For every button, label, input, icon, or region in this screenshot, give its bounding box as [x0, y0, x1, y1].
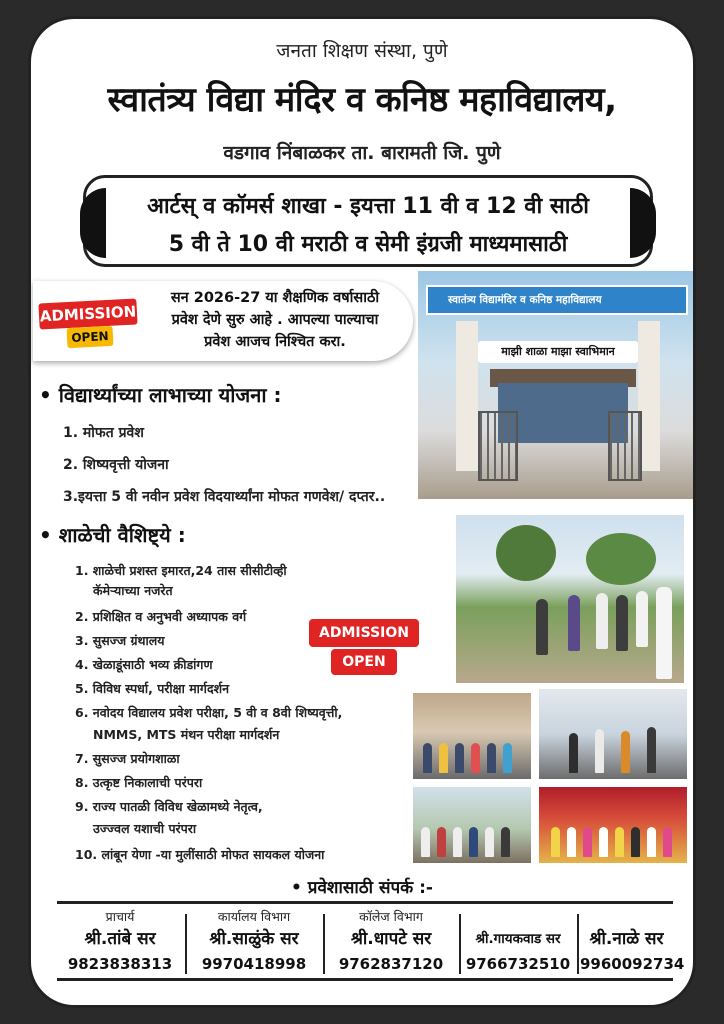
crowd-person: [647, 827, 656, 857]
admission-open-badge-small: [39, 293, 137, 351]
person: [536, 599, 548, 655]
contact-name: श्री.धापटे सर: [350, 929, 432, 949]
crowd-person: [437, 827, 446, 857]
badge-open-text: OPEN: [331, 649, 397, 675]
admission-announcement: [33, 281, 413, 361]
contact-name: श्री.तांबे सर: [84, 929, 156, 949]
person: [596, 593, 608, 649]
admission-message-line-2: प्रवेश देणे सुरु आहे . आपल्या पाल्याचा: [171, 312, 379, 328]
contact-office: [188, 904, 320, 978]
contact-phone: 9970418998: [201, 955, 307, 973]
contact-heading: • प्रवेशासाठी संपर्क :-: [291, 878, 433, 898]
feature-item: 4. खेळाडूंसाठी भव्य क्रीडांगण: [75, 657, 213, 672]
feature-item-continued: कॅमेऱ्याच्या नजरेत: [93, 583, 173, 598]
contact-phone: 9823838313: [67, 955, 173, 973]
person: [636, 591, 648, 647]
school-name-board: स्वातंत्र्य विद्यामंदिर व कनिष्ठ महाविद्यालय: [426, 285, 688, 315]
crowd-person: [621, 731, 630, 773]
crowd-person: [599, 827, 608, 857]
contact-phone: 9766732510: [465, 955, 571, 973]
crowd-person: [595, 729, 604, 773]
crowd-person: [439, 743, 448, 773]
feature-item: 2. प्रशिक्षित व अनुभवी अध्यापक वर्ग: [75, 609, 247, 624]
person: [568, 595, 580, 651]
feature-item-continued: उज्ज्वल यशाची परंपरा: [93, 821, 197, 836]
contact-name: श्री.नाळे सर: [589, 929, 664, 949]
contact-gaikwad: [462, 904, 574, 978]
gate-right: [608, 411, 642, 481]
organization-name: जनता शिक्षण संस्था, पुणे: [276, 40, 448, 62]
admission-poster: [28, 16, 696, 1008]
crowd-person: [503, 743, 512, 773]
stage-event-photo: [537, 785, 689, 865]
contact-role: कॉलेज विभाग: [359, 909, 423, 924]
crowd-person: [423, 743, 432, 773]
crowd-person: [421, 827, 430, 857]
bullet-icon: •: [39, 383, 59, 407]
scheme-item: 3.इयत्ता 5 वी नवीन प्रवेश विदयार्थ्यांना मोफत गणवेश/ दप्तर..: [63, 489, 386, 505]
feature-item-continued: NMMS, MTS मंथन परीक्षा मार्गदर्शन: [93, 727, 280, 742]
tree: [496, 525, 556, 581]
tree: [586, 533, 656, 585]
tree-plantation-photo: [454, 513, 686, 685]
scheme-item: 1. मोफत प्रवेश: [63, 425, 144, 441]
gate-pillar-left: [456, 321, 478, 471]
crowd-person: [485, 827, 494, 857]
admission-open-badge-large: [305, 603, 423, 689]
crowd-person: [663, 827, 672, 857]
contact-phone: 9960092734: [580, 955, 685, 973]
admission-message-line-3: प्रवेश आजच निश्चित करा.: [204, 334, 346, 350]
contact-divider: [459, 914, 461, 974]
person: [616, 595, 628, 651]
contact-table: [57, 901, 685, 981]
feature-item: 6. नवोदय विद्यालय प्रवेश परीक्षा, 5 वी व 8वी शिष्यवृत्ती,: [75, 705, 343, 720]
features-heading: • शाळेची वैशिष्ट्ये :: [39, 523, 186, 547]
contact-divider: [323, 914, 325, 974]
admission-message: [145, 287, 405, 353]
school-location: वडगाव निंबाळकर ता. बारामती जि. पुणे: [223, 142, 501, 164]
contact-phone: 9762837120: [338, 955, 444, 973]
streams-line-1: आर्टस् व कॉमर्स शाखा - इयत्ता 11 वी व 12 वी साठी: [147, 194, 589, 219]
contact-college: [326, 904, 456, 978]
contact-role: कार्यालय विभाग: [217, 909, 291, 924]
schemes-heading: • विद्यार्थ्यांच्या लाभाच्या योजना :: [39, 383, 282, 407]
feature-item: 7. सुसज्ज प्रयोगशाळा: [75, 751, 180, 766]
streams-line-2: 5 वी ते 10 वी मराठी व सेमी इंग्रजी माध्यमासाठी: [168, 232, 568, 257]
feature-item: 9. राज्य पातळी विविध खेळामध्ये नेतृत्व,: [75, 799, 263, 814]
crowd-person: [471, 743, 480, 773]
feature-item: 8. उत्कृष्ट निकालाची परंपरा: [75, 775, 203, 790]
badge-admission-text: ADMISSION: [309, 619, 419, 647]
contact-divider: [185, 914, 187, 974]
badge-admission-text: ADMISSION: [38, 298, 137, 329]
contact-nale: [580, 904, 685, 978]
streams-banner: [83, 175, 653, 267]
school-motto-sign: माझी शाळा माझा स्वाभिमान: [478, 341, 638, 363]
crowd-person: [469, 827, 478, 857]
contact-name: श्री.गायकवाड सर: [475, 931, 561, 947]
crowd-person: [583, 827, 592, 857]
feature-item: 1. शाळेची प्रशस्त इमारत,24 तास सीसीटीव्ही: [75, 563, 287, 578]
contact-name: श्री.साळुंके सर: [209, 929, 299, 949]
gate-left: [478, 411, 518, 481]
crowd-person: [455, 743, 464, 773]
prize-distribution-photo: [537, 687, 689, 781]
crowd-person: [569, 733, 578, 773]
crowd-person: [551, 827, 560, 857]
contact-role: प्राचार्य: [105, 909, 135, 924]
crowd-person: [487, 743, 496, 773]
classroom-photo: [411, 691, 533, 781]
feature-item: 5. विविध स्पर्धा, परीक्षा मार्गदर्शन: [75, 681, 230, 696]
feature-item: 10. लांबून येणा -या मुलींसाठी मोफत सायकल योजना: [75, 847, 325, 862]
school-title: स्वातंत्र्य विद्या मंदिर व कनिष्ठ महाविद्यालय,: [107, 80, 617, 120]
sports-team-photo: [411, 785, 533, 865]
crowd-person: [647, 727, 656, 773]
school-entrance-photo: [416, 269, 696, 501]
crowd-person: [501, 827, 510, 857]
crowd-person: [453, 827, 462, 857]
scheme-item: 2. शिष्यवृत्ती योजना: [63, 457, 169, 473]
admission-message-line-1: सन 2026-27 या शैक्षणिक वर्षासाठी: [170, 290, 380, 306]
crowd-person: [567, 827, 576, 857]
contact-divider: [577, 914, 579, 974]
contact-principal: [57, 904, 183, 978]
crowd-person: [631, 827, 640, 857]
crowd-person: [615, 827, 624, 857]
feature-item: 3. सुसज्ज ग्रंथालय: [75, 633, 165, 648]
person: [656, 587, 672, 679]
badge-open-text: OPEN: [67, 326, 114, 348]
bullet-icon: •: [39, 523, 59, 547]
